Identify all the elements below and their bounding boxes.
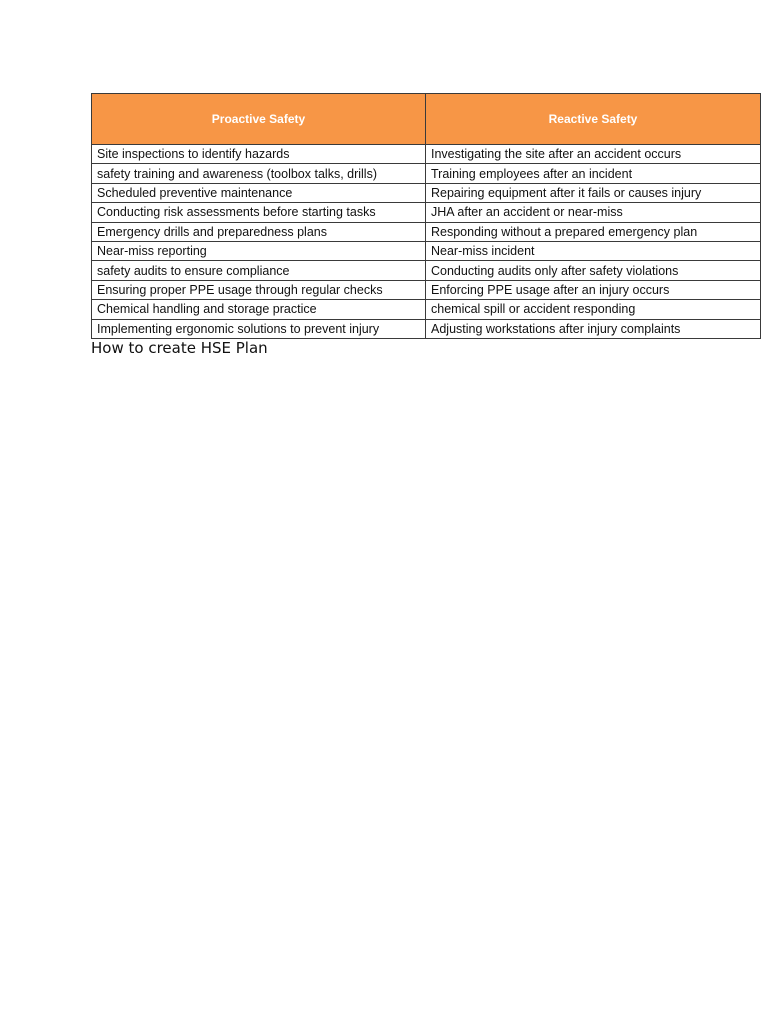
reactive-cell: Enforcing PPE usage after an injury occurs <box>426 280 761 299</box>
reactive-cell: Adjusting workstations after injury complaints <box>426 319 761 338</box>
reactive-cell: Repairing equipment after it fails or causes injury <box>426 183 761 202</box>
table-row <box>92 203 761 222</box>
table-row <box>92 145 761 164</box>
header-proactive-safety: Proactive Safety <box>92 94 426 145</box>
table-header-row <box>92 94 761 145</box>
table-row <box>92 241 761 260</box>
safety-comparison-table <box>91 93 761 339</box>
reactive-cell: Near-miss incident <box>426 241 761 260</box>
reactive-cell: chemical spill or accident responding <box>426 300 761 319</box>
proactive-cell: safety training and awareness (toolbox talks, drills) <box>92 164 426 183</box>
table-row <box>92 300 761 319</box>
proactive-cell: Site inspections to identify hazards <box>92 145 426 164</box>
table-row <box>92 319 761 338</box>
proactive-cell: Implementing ergonomic solutions to prevent injury <box>92 319 426 338</box>
header-reactive-safety: Reactive Safety <box>426 94 761 145</box>
hse-plan-caption: How to create HSE Plan <box>91 339 268 357</box>
reactive-cell: Investigating the site after an accident occurs <box>426 145 761 164</box>
proactive-cell: Conducting risk assessments before starting tasks <box>92 203 426 222</box>
table-row <box>92 164 761 183</box>
proactive-cell: Emergency drills and preparedness plans <box>92 222 426 241</box>
proactive-cell: Near-miss reporting <box>92 241 426 260</box>
table-row <box>92 261 761 280</box>
table-row <box>92 222 761 241</box>
proactive-cell: Ensuring proper PPE usage through regular checks <box>92 280 426 299</box>
proactive-cell: safety audits to ensure compliance <box>92 261 426 280</box>
proactive-cell: Scheduled preventive maintenance <box>92 183 426 202</box>
reactive-cell: Conducting audits only after safety violations <box>426 261 761 280</box>
proactive-cell: Chemical handling and storage practice <box>92 300 426 319</box>
reactive-cell: JHA after an accident or near-miss <box>426 203 761 222</box>
reactive-cell: Training employees after an incident <box>426 164 761 183</box>
reactive-cell: Responding without a prepared emergency plan <box>426 222 761 241</box>
table-row <box>92 183 761 202</box>
table-row <box>92 280 761 299</box>
